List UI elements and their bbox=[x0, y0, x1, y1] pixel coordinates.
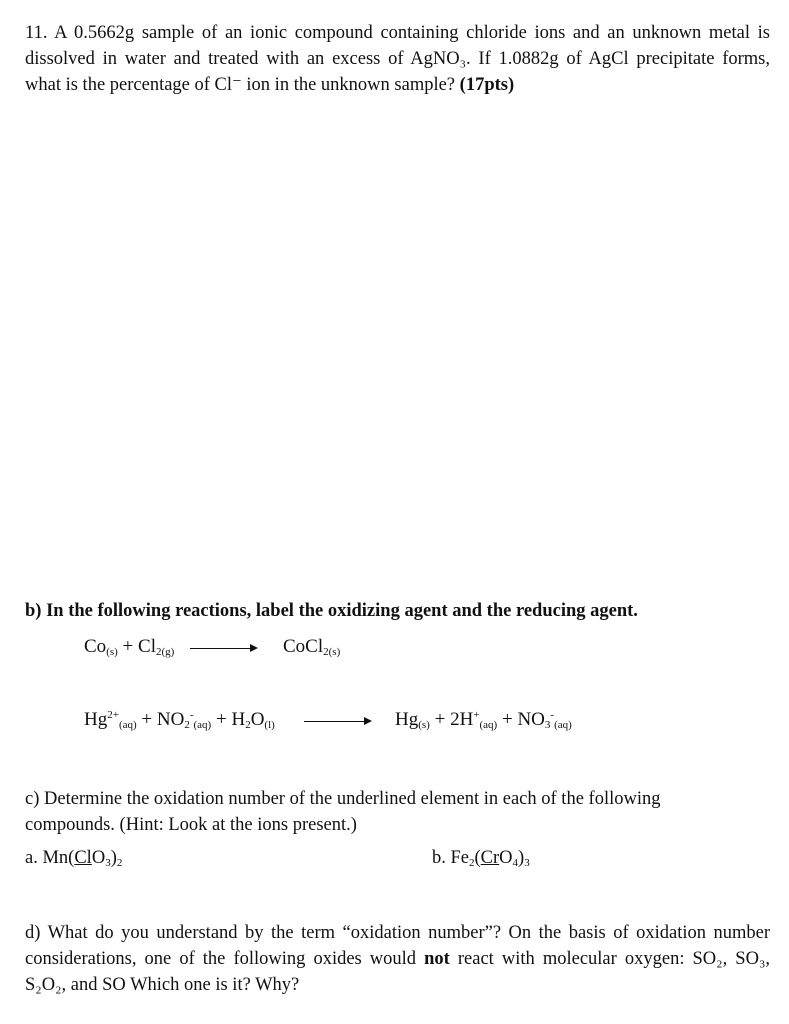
compound-b-oxygen: O bbox=[499, 848, 513, 868]
nitrate-ion: NO bbox=[517, 709, 545, 730]
plus-sign: + bbox=[122, 636, 134, 657]
plus-sign: + bbox=[434, 709, 446, 730]
part-d-line-2-pre: considerations, one of the following oxides would bbox=[25, 949, 417, 969]
compound-a-subscript-2: 2 bbox=[116, 857, 123, 869]
compound-b-subscript-2: 4 bbox=[512, 857, 519, 869]
part-c-line-2: compounds. (Hint: Look at the ions present.) bbox=[25, 815, 357, 835]
nitrite-subscript: 2 bbox=[184, 719, 190, 731]
part-d-line-2-post: react with molecular oxygen: SO₂, SO₃, bbox=[457, 949, 771, 969]
cobalt-symbol: Co bbox=[84, 636, 107, 657]
plus-sign: + bbox=[215, 709, 227, 730]
cobalt-state: (s) bbox=[106, 646, 118, 658]
water-o: O bbox=[250, 709, 265, 730]
nitrate-state: (aq) bbox=[554, 719, 572, 731]
compound-a-subscript-1: 3 bbox=[105, 857, 111, 869]
chlorine-symbol: Cl bbox=[138, 636, 156, 657]
mercury-metal-state: (s) bbox=[418, 719, 430, 731]
compound-b bbox=[432, 848, 530, 869]
q11-line-2: dissolved in water and treated with an excess of AgNO₃. If 1.0882g of AgCl precipitate forms, bbox=[25, 49, 770, 69]
reaction-1-product bbox=[283, 636, 340, 658]
cobalt-chloride-subscript: 2 bbox=[323, 646, 329, 658]
hydrogen-ion-state: (aq) bbox=[479, 719, 498, 731]
part-c-heading bbox=[25, 786, 770, 838]
cobalt-chloride-state: (s) bbox=[328, 646, 341, 658]
compound-a-underlined-element: Cl bbox=[74, 848, 92, 868]
water-h: H bbox=[231, 709, 246, 730]
question-11 bbox=[25, 20, 770, 98]
reaction-1-arrow bbox=[190, 648, 256, 649]
reaction-2-arrow bbox=[304, 721, 370, 722]
reaction-2-products bbox=[395, 709, 572, 731]
compound-b-prefix: b. Fe bbox=[432, 848, 469, 868]
compound-a bbox=[25, 848, 122, 869]
mercury-metal: Hg bbox=[395, 709, 419, 730]
q11-points: (17pts) bbox=[459, 75, 515, 95]
mercury-ion: Hg bbox=[84, 709, 108, 730]
nitrite-ion: NO bbox=[156, 709, 185, 730]
part-c-line-1: c) Determine the oxidation number of the underlined element in each of the following bbox=[25, 789, 661, 809]
nitrite-charge: - bbox=[189, 709, 194, 721]
compound-b-open: ( bbox=[474, 848, 481, 868]
part-d-line-3: S₂O₂, and SO Which one is it? Why? bbox=[25, 975, 300, 995]
hydrogen-ion: 2H bbox=[450, 709, 474, 730]
compound-a-prefix: a. Mn( bbox=[25, 848, 75, 868]
part-d-line-1: d) What do you understand by the term “oxidation number”? On the basis of oxidation number bbox=[25, 923, 770, 943]
q11-line-1: 11. A 0.5662g sample of an ionic compound containing chloride ions and an unknown metal is bbox=[25, 23, 770, 43]
compound-b-underlined-element: Cr bbox=[480, 848, 500, 868]
plus-sign: + bbox=[501, 709, 513, 730]
compound-b-subscript-3: 3 bbox=[524, 857, 530, 869]
chlorine-state: (g) bbox=[161, 646, 175, 658]
q11-question-text: what is the percentage of Cl⁻ ion in the unknown sample? bbox=[25, 75, 456, 95]
nitrate-subscript: 3 bbox=[544, 719, 551, 731]
reaction-1-reactants bbox=[84, 636, 174, 658]
cobalt-chloride: CoCl bbox=[283, 636, 324, 657]
chlorine-subscript: 2 bbox=[155, 646, 162, 658]
compound-b-close: ) bbox=[518, 848, 525, 868]
nitrate-charge: - bbox=[550, 709, 555, 721]
part-b-heading: b) In the following reactions, label the oxidizing agent and the reducing agent. bbox=[25, 601, 638, 621]
nitrite-state: (aq) bbox=[193, 719, 212, 731]
compound-a-oxygen: O bbox=[91, 848, 106, 868]
compound-b-subscript-1: 2 bbox=[469, 857, 475, 869]
water-state: (l) bbox=[264, 719, 275, 731]
part-d-line-2 bbox=[25, 946, 770, 972]
mercury-ion-state: (aq) bbox=[118, 719, 137, 731]
hydrogen-ion-charge: + bbox=[473, 709, 480, 721]
part-d-bold-not: not bbox=[424, 949, 450, 969]
reaction-2-reactants bbox=[84, 709, 275, 731]
part-d bbox=[25, 920, 770, 998]
compound-a-close: ) bbox=[110, 848, 117, 868]
mercury-ion-charge: 2+ bbox=[107, 709, 119, 721]
q11-line-3 bbox=[25, 72, 770, 98]
water-subscript: 2 bbox=[245, 719, 251, 731]
plus-sign: + bbox=[141, 709, 153, 730]
